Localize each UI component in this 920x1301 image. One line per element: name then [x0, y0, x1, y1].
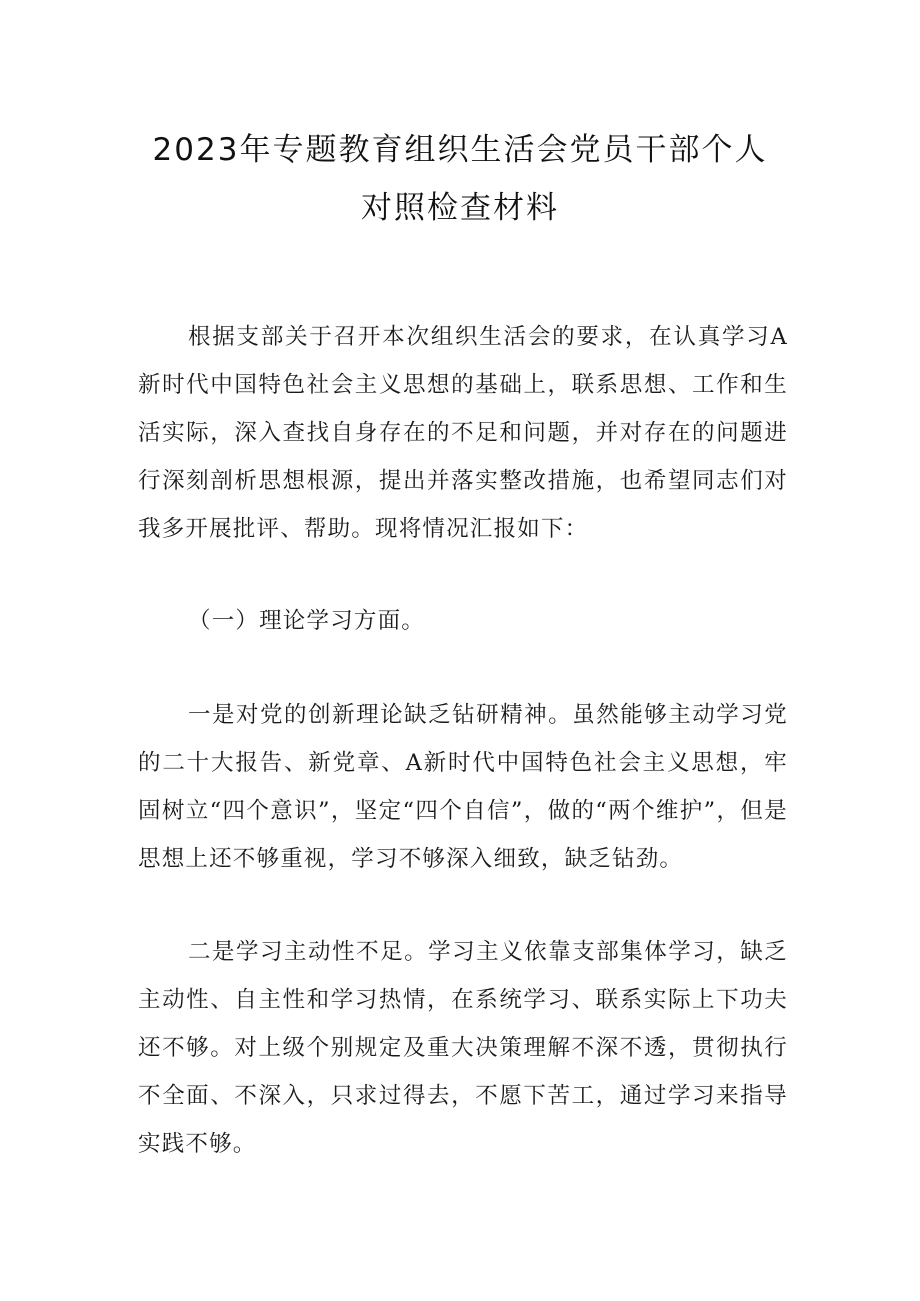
paragraph-point-one: 一是对党的创新理论缺乏钻研精神。虽然能够主动学习党的二十大报告、新党章、A新时代中国特色社会主义思想，牢固树立“四个意识”，坚定“四个自信”，做的“两个维护”，但是思想上还不够重视，学习不够深入细致，缺乏钻劲。 — [138, 702, 788, 872]
section-heading-theory-study: （一）理论学习方面。 — [188, 608, 426, 634]
intro-paragraph: 根据支部关于召开本次组织生活会的要求，在认真学习A新时代中国特色社会主义思想的基础上，联系思想、工作和生活实际，深入查找自身存在的不足和问题，并对存在的问题进行深刻剖析思想根源，提出并落实整改措施，也希望同志们对我多开展批评、帮助。现将情况汇报如下： — [138, 324, 788, 542]
document-title-line-2: 对照检查材料 — [361, 190, 559, 226]
paragraph-point-two: 二是学习主动性不足。学习主义依靠支部集体学习，缺乏主动性、自主性和学习热情，在系统学习、联系实际上下功夫还不够。对上级个别规定及重大决策理解不深不透，贯彻执行不全面、不深入，只求过得去，不愿下苦工，通过学习来指导实践不够。 — [138, 939, 788, 1157]
document-title-line-1: 2023年专题教育组织生活会党员干部个人 — [152, 132, 768, 168]
